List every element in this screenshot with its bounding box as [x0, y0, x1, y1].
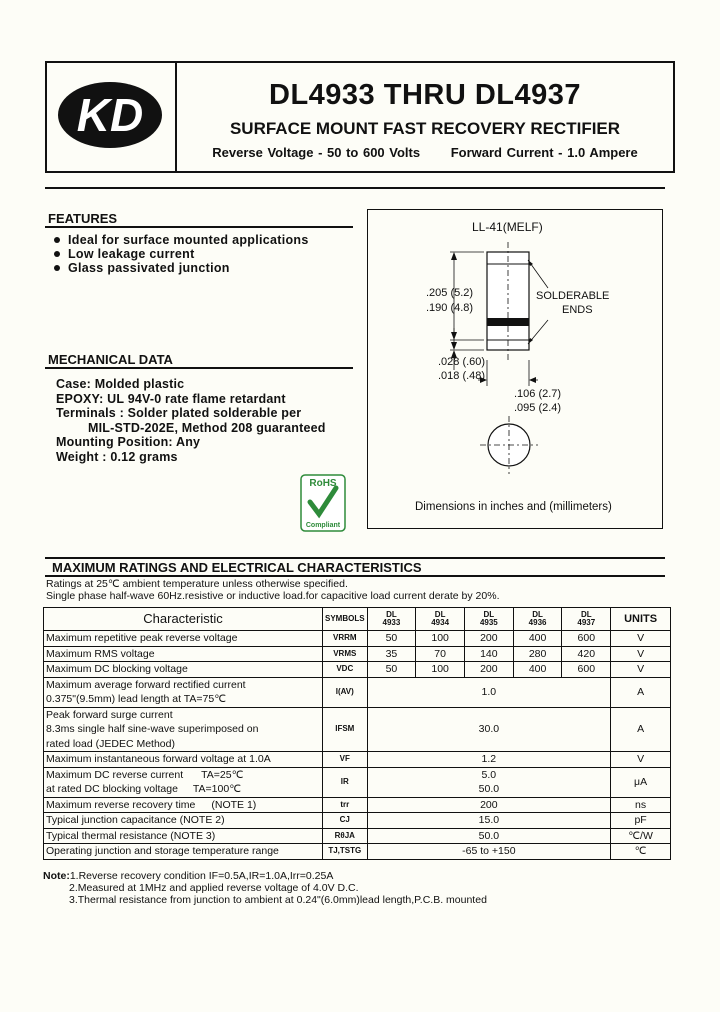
mech-line: Case: Molded plastic	[56, 377, 185, 391]
package-drawing	[367, 209, 663, 529]
table-row	[44, 844, 671, 860]
row-characteristic: Maximum repetitive peak reverse voltage	[44, 631, 323, 647]
row-value: 420	[562, 646, 611, 662]
ratings-conditions	[46, 578, 500, 602]
row-value: 200	[465, 662, 514, 678]
table-row	[44, 646, 671, 662]
rohs-bottom-text: Compliant	[305, 522, 341, 529]
rohs-badge	[300, 474, 346, 532]
table-row	[44, 752, 671, 768]
header-part: DL 4935	[465, 608, 514, 631]
table-row	[44, 631, 671, 647]
row-value: 140	[465, 646, 514, 662]
dim-body-min: .190 (4.8)	[426, 302, 474, 314]
dimensions-caption: Dimensions in inches and (millimeters)	[415, 501, 612, 513]
ends-label: ENDS	[562, 304, 593, 316]
table-row	[44, 677, 671, 707]
table-row	[44, 813, 671, 829]
row-unit: V	[611, 752, 671, 768]
features-divider	[45, 226, 353, 228]
table-row	[44, 662, 671, 678]
mechanical-data	[56, 377, 326, 464]
row-value: 1.0	[367, 677, 611, 707]
package-name: LL-41(MELF)	[472, 220, 543, 234]
features-title: FEATURES	[48, 211, 118, 226]
row-value: 50	[367, 631, 416, 647]
row-value: 15.0	[367, 813, 611, 829]
reverse-voltage-spec: Reverse Voltage - 50 to 600 Volts	[212, 145, 421, 160]
row-value: 600	[562, 631, 611, 647]
header-units: UNITS	[611, 608, 671, 631]
package-outline	[368, 210, 662, 528]
mech-line: Mounting Position: Any	[56, 435, 201, 449]
row-symbol: VRMS	[323, 646, 368, 662]
notes-section	[43, 870, 487, 906]
table-header-row	[44, 608, 671, 631]
notes-label: Note:	[43, 870, 70, 882]
row-characteristic: Maximum DC blocking voltage	[44, 662, 323, 678]
mechanical-divider	[45, 367, 353, 369]
ratings-bottom-divider	[45, 575, 665, 577]
header-part: DL 4933	[367, 608, 416, 631]
row-symbol: trr	[323, 797, 368, 813]
row-symbol: VF	[323, 752, 368, 768]
row-unit: ns	[611, 797, 671, 813]
row-value: 280	[513, 646, 562, 662]
row-symbol: VDC	[323, 662, 368, 678]
header-part: DL 4937	[562, 608, 611, 631]
dim-body-max: .205 (5.2)	[426, 287, 474, 299]
row-characteristic: Operating junction and storage temperature range	[44, 844, 323, 860]
row-unit: pF	[611, 813, 671, 829]
row-symbol: I(AV)	[323, 677, 368, 707]
row-symbol: TJ,TSTG	[323, 844, 368, 860]
characteristics-table	[43, 607, 671, 860]
row-value: -65 to +150	[367, 844, 611, 860]
dim-end-min: .018 (.48)	[438, 370, 486, 382]
rohs-top-text: RoHS	[309, 478, 337, 489]
row-unit: V	[611, 662, 671, 678]
spec-summary	[175, 145, 675, 160]
row-characteristic: Typical junction capacitance (NOTE 2)	[44, 813, 323, 829]
ratings-note-1: Ratings at 25℃ ambient temperature unless otherwise specified.	[46, 578, 348, 590]
header-part: DL 4936	[513, 608, 562, 631]
note-2: 2.Measured at 1MHz and applied reverse voltage of 4.0V D.C.	[69, 882, 359, 894]
mech-line: EPOXY: UL 94V-0 rate flame retardant	[56, 391, 286, 406]
row-characteristic: Peak forward surge current 8.3ms single half sine-wave superimposed on rated load (JEDEC Method)	[44, 707, 323, 752]
note-3: 3.Thermal resistance from junction to ambient at 0.24"(6.0mm)lead length,P.C.B. mounted	[69, 894, 487, 906]
header-characteristic: Characteristic	[44, 608, 323, 631]
row-symbol: RθJA	[323, 828, 368, 844]
table-row	[44, 707, 671, 752]
row-characteristic: Typical thermal resistance (NOTE 3)	[44, 828, 323, 844]
page-title: DL4933 THRU DL4937	[269, 79, 581, 111]
row-value: 50.0	[367, 828, 611, 844]
dim-end-max: .028 (.60)	[438, 356, 486, 368]
row-value: 200	[367, 797, 611, 813]
table-row	[44, 767, 671, 797]
row-symbol: IFSM	[323, 707, 368, 752]
table-row	[44, 828, 671, 844]
row-unit: ℃/W	[611, 828, 671, 844]
forward-current-spec: Forward Current - 1.0 Ampere	[450, 145, 638, 160]
features-list	[50, 233, 309, 275]
dim-dia-min: .095 (2.4)	[514, 402, 562, 414]
mechanical-title: MECHANICAL DATA	[48, 352, 173, 367]
row-unit: μA	[611, 767, 671, 797]
row-value: 70	[416, 646, 465, 662]
row-value: 600	[562, 662, 611, 678]
row-value: 400	[513, 662, 562, 678]
row-value: 5.0 50.0	[367, 767, 611, 797]
feature-item: Glass passivated junction	[50, 261, 309, 275]
feature-item: Ideal for surface mounted applications	[50, 233, 309, 247]
table-row	[44, 797, 671, 813]
mech-line: MIL-STD-202E, Method 208 guaranteed	[88, 420, 326, 435]
header-symbols: SYMBOLS	[323, 608, 368, 631]
row-value: 200	[465, 631, 514, 647]
header-divider	[45, 187, 665, 189]
header-part: DL 4934	[416, 608, 465, 631]
row-value: 1.2	[367, 752, 611, 768]
row-characteristic: Maximum RMS voltage	[44, 646, 323, 662]
dim-dia-max: .106 (2.7)	[514, 388, 562, 400]
logo-cell	[47, 63, 177, 171]
row-value: 100	[416, 631, 465, 647]
logo-text: KD	[76, 89, 144, 141]
header-box	[45, 61, 675, 173]
ratings-note-2: Single phase half-wave 60Hz.resistive or inductive load.for capacitive load current derate by 20%.	[46, 590, 500, 602]
solderable-label: SOLDERABLE	[536, 290, 610, 302]
row-characteristic: Maximum reverse recovery time (NOTE 1)	[44, 797, 323, 813]
row-value: 30.0	[367, 707, 611, 752]
row-unit: A	[611, 677, 671, 707]
row-value: 35	[367, 646, 416, 662]
ratings-top-divider	[45, 557, 665, 559]
row-characteristic: Maximum instantaneous forward voltage at 1.0A	[44, 752, 323, 768]
row-value: 400	[513, 631, 562, 647]
feature-item: Low leakage current	[50, 247, 309, 261]
ratings-title: MAXIMUM RATINGS AND ELECTRICAL CHARACTERISTICS	[52, 560, 422, 575]
note-1: 1.Reverse recovery condition IF=0.5A,IR=1.0A,Irr=0.25A	[69, 870, 334, 882]
mech-line: Weight : 0.12 grams	[56, 449, 178, 464]
row-symbol: CJ	[323, 813, 368, 829]
rohs-check-icon	[300, 474, 346, 532]
page-subtitle: SURFACE MOUNT FAST RECOVERY RECTIFIER	[229, 119, 621, 138]
row-symbol: IR	[323, 767, 368, 797]
row-unit: ℃	[611, 844, 671, 860]
row-characteristic: Maximum average forward rectified current 0.375"(9.5mm) lead length at TA=75℃	[44, 677, 323, 707]
row-value: 100	[416, 662, 465, 678]
row-unit: V	[611, 646, 671, 662]
row-unit: V	[611, 631, 671, 647]
row-unit: A	[611, 707, 671, 752]
kd-logo	[47, 63, 171, 171]
row-symbol: VRRM	[323, 631, 368, 647]
row-value: 50	[367, 662, 416, 678]
row-characteristic: Maximum DC reverse current TA=25℃ at rated DC blocking voltage TA=100℃	[44, 767, 323, 797]
mech-line: Terminals : Solder plated solderable per	[56, 406, 302, 420]
